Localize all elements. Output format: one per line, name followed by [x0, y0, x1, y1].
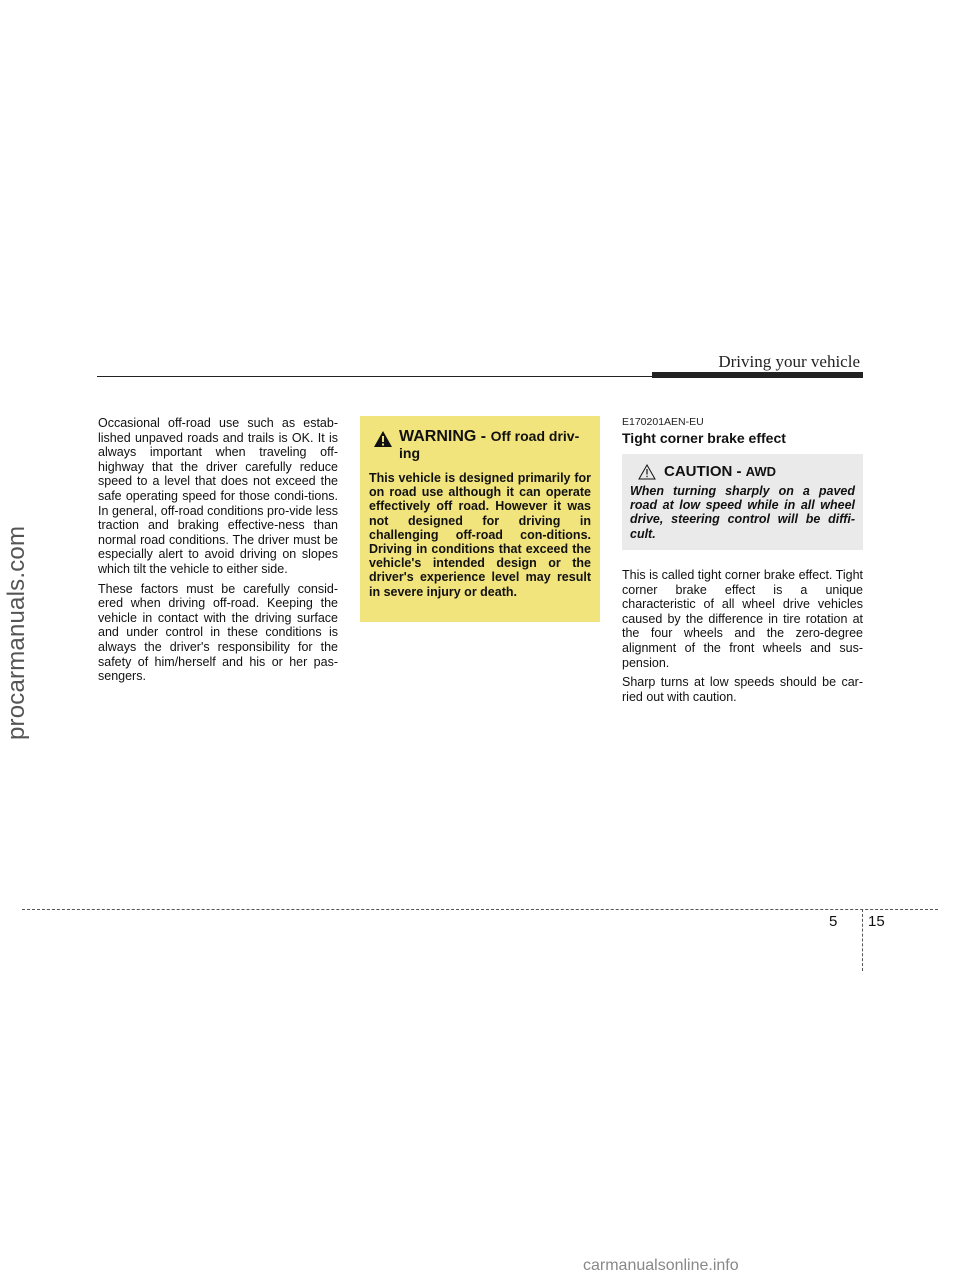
right-column [622, 568, 863, 709]
paragraph: These factors must be carefully consid-ered when driving off-road. Keeping the vehicle in contact with the driving surface and under control in these conditions is always the driver's responsibility for the safety of him/herself and his or her pas-sengers. [98, 581, 338, 684]
caution-title [664, 463, 776, 480]
bottom-watermark: carmanualsonline.info [583, 1257, 739, 1274]
paragraph: This is called tight corner brake effect. Tight corner brake effect is a unique characteristic of all wheel drive vehicles caused by the difference in tire rotation at the four wheels and the zero-degree alignment of the front wheels and sus-pension. [622, 568, 863, 670]
section-heading: Tight corner brake effect [622, 430, 786, 446]
warning-subtitle: Off road driv-ing [399, 428, 580, 461]
warning-title [399, 428, 589, 462]
footer-rule [22, 909, 938, 910]
warning-label: WARNING - [399, 428, 487, 445]
warning-header [369, 428, 591, 462]
caution-header [630, 463, 855, 480]
caution-subtitle: AWD [745, 464, 777, 479]
caution-text: When turning sharply on a paved road at low speed while in all wheel drive, steering control will be diffi-cult. [630, 484, 855, 541]
header-rule-accent [652, 372, 863, 378]
warning-text: This vehicle is designed primarily for on road use although it can operate effectively off road. However it was not designed for driving in challenging off-road con-ditions. Driving in conditions that exceed the vehicle's intended design or the driver's experience level may result in severe injury or death. [369, 471, 591, 599]
warning-box [360, 416, 600, 622]
caution-label: CAUTION - [664, 463, 742, 480]
paragraph: Occasional off-road use such as estab-lished unpaved roads and trails is OK. It is always important when traveling off-highway that the driver carefully reduce speed to a level that does not exceed the safe operating speed for those condi-tions. In general, off-road conditions pro-vide less traction and braking effective-ness than normal road conditions. The driver must be especially alert to avoid driving on slopes which tilt the vehicle to either side. [98, 416, 338, 576]
caution-triangle-icon [638, 464, 656, 480]
left-column [98, 416, 338, 689]
section-code: E170201AEN-EU [622, 416, 704, 428]
paragraph: Sharp turns at low speeds should be car-ried out with caution. [622, 675, 863, 704]
chapter-number: 5 [829, 913, 838, 930]
footer-divider [862, 909, 863, 971]
side-watermark: procarmanuals.com [3, 525, 30, 740]
warning-triangle-icon [373, 430, 393, 448]
section-title: Driving your vehicle [718, 352, 860, 371]
page-number: 15 [868, 913, 885, 930]
caution-box [622, 454, 863, 550]
